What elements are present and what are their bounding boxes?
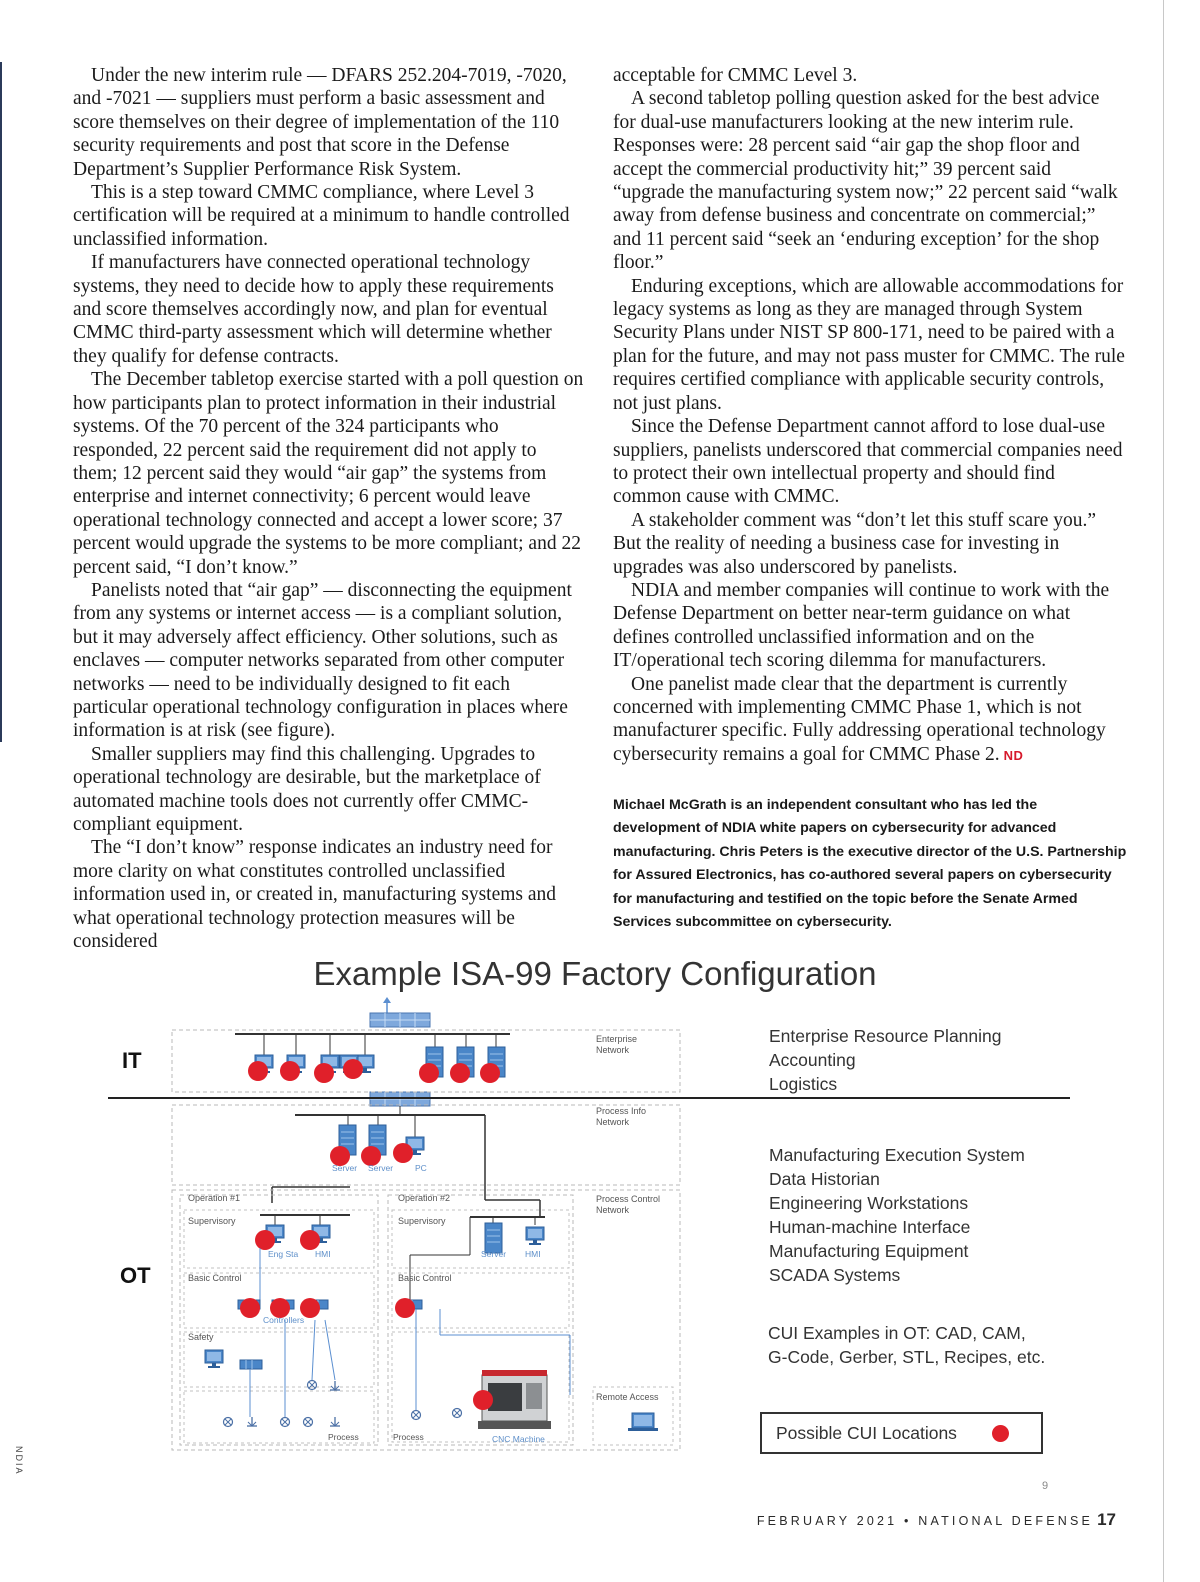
page-edge-line [1163,0,1164,1582]
server-label: Server [368,1163,394,1173]
list-item: G-Code, Gerber, STL, Recipes, etc. [768,1347,1046,1367]
cui-dot-icon [992,1425,1009,1442]
list-item: Manufacturing Equipment [769,1241,969,1261]
list-item: Engineering Workstations [769,1193,969,1213]
valve-icon [304,1418,313,1427]
paragraph: Smaller suppliers may find this challenging. Upgrades to operational technology are desirable, but the marketplace of automated machine tools does not currently offer CMMC-compliant equipment. [73,743,541,835]
operation-1-label: Operation #1 [188,1193,241,1203]
valve-icon [281,1418,290,1427]
isa99-figure [100,955,1100,1475]
laptop-icon [628,1413,658,1431]
it-label: IT [122,1048,142,1073]
article-left-column [73,64,585,953]
paragraph: Panelists noted that “air gap” — disconnecting the equipment from any systems or internet access — is a compliant solution, but it may adversely affect efficiency. Other solutions, such as enclaves — computer networks separated from other computer networks — need to be individually designed to fit each particular operational technology configuration in places where information is at risk (see figure). [73,579,572,742]
process-control-network-label: Process Control Network [596,1194,661,1215]
server-label: Server [332,1163,358,1173]
cui-marker [395,1298,415,1318]
cui-marker [473,1390,493,1410]
hmi-icon [526,1227,544,1245]
uplink-arrow [383,997,391,1003]
page-edge-accent [0,62,2,742]
list-item: Human-machine Interface [769,1217,971,1237]
page-footer [757,1510,1116,1530]
basic-control-2-label: Basic Control [398,1273,452,1283]
hmi-label: HMI [315,1249,331,1259]
cui-examples-list [768,1321,1045,1369]
paragraph-final [613,673,1125,768]
valve-icon [412,1411,421,1420]
paragraph: The “I don’t know” response indicates an industry need for more clarity on what constitutes controlled unclassified information used in, or created in, manufacturing systems and what operational technology protection measures will be considered [73,837,557,953]
ot-label: OT [120,1263,151,1288]
list-item: SCADA Systems [769,1265,901,1285]
enterprise-network-label: Enterprise Network [596,1034,638,1055]
list-item: Data Historian [769,1169,880,1189]
process-label: Process [328,1432,359,1442]
eng-sta-label: Eng Sta [268,1249,299,1259]
process-label: Process [393,1432,424,1442]
page-number: 17 [1097,1510,1116,1529]
it-systems-list [769,1024,1002,1096]
legend-label: Possible CUI Locations [776,1423,957,1443]
pump-icon [247,1417,257,1426]
valve-icon [224,1418,233,1427]
paragraph: If manufacturers have connected operational technology systems, they need to decide how to apply these requirements and score themselves accordingly now, and plan for eventual CMMC third-party assessment which will determine whether they qualify for defense contracts. [73,252,554,367]
safety-workstation-icon [205,1350,223,1368]
operation-2-label: Operation #2 [398,1193,451,1203]
paragraph: A stakeholder comment was “don’t let this stuff scare you.” But the reality of needing a business case for investing in upgrades was also underscored by panelists. [613,509,1097,578]
figure-title: Example ISA-99 Factory Configuration [313,955,877,992]
side-ndia-label: NDIA [14,1446,24,1476]
list-item: CUI Examples in OT: CAD, CAM, [768,1323,1026,1343]
paragraph-continued: acceptable for CMMC Level 3. [613,65,858,86]
paragraph: Under the new interim rule — DFARS 252.204-7019, -7020, and -7021 — suppliers must perform a basic assessment and score themselves on their degree of implementation of the 110 security requirements and post that score in the Defense Department’s Supplier Performance Risk System. [73,65,567,180]
article-right-column [613,64,1125,767]
pump-icon [330,1381,340,1390]
final-text: One panelist made clear that the department is currently concerned with implementing CMMC Phase 1, which is not manufacturer specific. Fully addressing operational technology cybersecurity remains a goal for CMMC Phase 2. [613,673,1106,765]
ot-systems-list [769,1143,1025,1287]
supervisory-2-label: Supervisory [398,1216,446,1226]
controllers-label: Controllers [263,1315,305,1325]
paragraph: Since the Defense Department cannot afford to lose dual-use suppliers, panelists underscored that commercial companies need to protect their own intellectual property and should find common cause with CMMC. [613,416,1123,508]
pc-label: PC [415,1163,427,1173]
cui-legend [760,1412,1043,1454]
supervisory-1-label: Supervisory [188,1216,236,1226]
cui-marker [255,1230,275,1250]
remote-access-label: Remote Access [596,1392,659,1402]
cnc-machine-label: CNC Machine [492,1434,545,1444]
paragraph: This is a step toward CMMC compliance, where Level 3 certification will be required at a minimum to handle controlled unclassified information. [73,182,570,250]
process-info-network-label: Process Info Network [596,1106,647,1127]
paragraph: NDIA and member companies will continue to work with the Defense Department on better near-term guidance on what defines controlled unclassified information and on the IT/operational tech scoring dilemma for manufacturers. [613,579,1110,672]
valve-icon [308,1381,317,1390]
firewall-top [370,1013,430,1027]
safety-controller-icon [240,1360,262,1369]
list-item: Manufacturing Execution System [769,1145,1025,1165]
list-item: Enterprise Resource Planning [769,1026,1002,1046]
author-bio: Michael McGrath is an independent consultant who has led the development of NDIA white papers on cybersecurity for advanced manufacturing. Chris Peters is the executive director of the U.S. Partnership for Assured Electronics, has co-authored several papers on cybersecurity for manufacturing and testified on the topic before the Senate Armed Services subcommittee on cybersecurity. [613,797,1127,931]
basic-control-1-label: Basic Control [188,1273,242,1283]
pump-icon [330,1417,340,1426]
paragraph: The December tabletop exercise started with a poll question on how participants plan to protect information in their industrial systems. Of the 70 percent of the 324 participants who responded, 22 percent said the requirement did not apply to them; 12 percent said they would “air gap” the systems from enterprise and internet connectivity; 6 percent would leave operational technology connected and accept a lower score; 37 percent would upgrade the systems to be more compliant; and 22 percent said, “I don’t know.” [73,369,584,578]
end-mark: ND [1003,747,1024,763]
footer-text: FEBRUARY 2021 • NATIONAL DEFENSE [756,1514,1094,1528]
cui-marker [300,1230,320,1250]
cui-marker [240,1298,260,1318]
list-item: Logistics [769,1074,838,1094]
paragraph: Enduring exceptions, which are allowable accommodations for legacy systems as long as they are managed through System Security Plans under NIST SP 800-171, need to be paired with a plan for the future, and may not pass muster for CMMC. The rule requires certified compliance with applicable security controls, not just plans. [613,275,1125,414]
process-control-zone [172,1190,680,1450]
figure-page-ref: 9 [1042,1480,1049,1492]
hmi-label: HMI [525,1249,541,1259]
valve-icon [453,1409,462,1418]
paragraph: A second tabletop polling question asked for the best advice for dual-use manufacturers looking at the new interim rule. Responses were: 28 percent said “air gap the shop floor and accept the commercial productivity hit;” 39 percent said “upgrade the manufacturing system now;” 22 percent said “walk away from defense business and concentrate on commercial;” and 11 percent said “seek an ‘enduring exception’ for the shop floor.” [613,88,1118,274]
list-item: Accounting [769,1050,856,1070]
server-label: Server [481,1249,507,1259]
safety-label: Safety [188,1332,214,1342]
